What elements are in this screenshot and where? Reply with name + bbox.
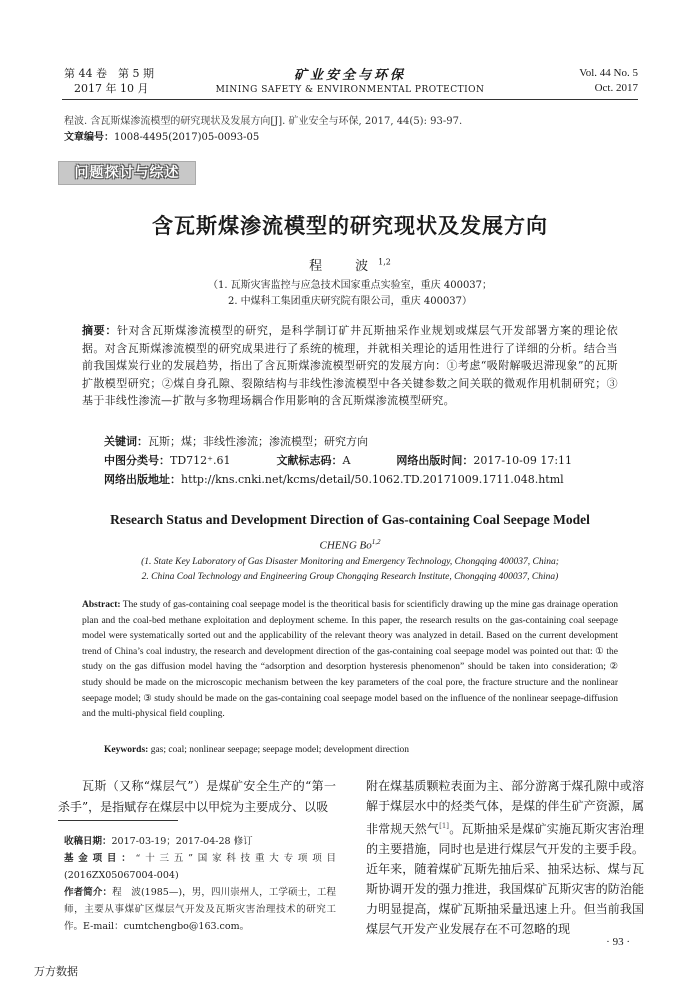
online-time-label: 网络出版时间： <box>396 454 474 467</box>
article-number-label: 文章编号： <box>64 132 114 143</box>
keywords-en-value: gas; coal; nonlinear seepage; seepage model; development direction <box>148 745 409 755</box>
fund-info <box>64 850 336 884</box>
footnote-rule <box>58 820 178 821</box>
page-number: · 93 · <box>606 936 630 948</box>
footnotes <box>64 833 336 935</box>
header-volume <box>64 66 154 96</box>
abstract-en <box>82 598 618 723</box>
online-url-value[interactable]: http://kns.cnki.net/kcms/detail/50.1062.TD.20171009.1711.048.html <box>181 473 564 486</box>
body-paragraph-right <box>366 776 644 939</box>
abstract-cn-text: 针对含瓦斯煤渗流模型的研究，是科学制订矿井瓦斯抽采作业规划或煤层气开发部署方案的理论依据。对含瓦斯煤渗流模型的研究成果进行了系统的梳理，并就相关理论的适用性进行了详细的分析。结合当前我国煤炭行业的发展趋势，指出了含瓦斯煤渗流模型研究的发展方向：①考虑“吸附解吸迟滞现象”的瓦斯扩散模型研究；②煤自身孔隙、裂隙结构与非线性渗流模型中各关键参数之间关联的微观作用机制研究；③基于非线性渗流—扩散与多物理场耦合作用影响的含瓦斯煤渗流模型研究。 <box>82 324 618 407</box>
keywords-cn-label: 关键词： <box>104 435 148 448</box>
title-en: Research Status and Development Direction of Gas-containing Coal Seepage Model <box>110 512 590 527</box>
citation: 程波. 含瓦斯煤渗流模型的研究现状及发展方向[J]. 矿业安全与环保, 2017, 44(5): 93-97. <box>64 116 463 127</box>
article-number <box>64 128 259 143</box>
affiliation-en-1: (1. State Key Laboratory of Gas Disaster Monitoring and Emergency Technology, Chongqing 400037, China; <box>141 557 559 567</box>
doc-code-value: A <box>342 454 351 467</box>
fund-label: 基金项目： <box>64 853 136 864</box>
abstract-en-text: The study of gas-containing coal seepage model is the theoritical basis for scientificly drawing up the mine gas drainage operation plan and the coal-bed methane exploitation and deployment scheme. In this paper, the research results on the gas-containing coal seepage model were systematically sorted out and the applicability of the relevant theory was analyzed in detail. Based on the current development trend of China’s coal industry, the research and development direction of the gas-containing coal seepage model was pointed out that: ① the study on the gas diffusion model having the “adsorption and desorption hysteresis phenomenon” should be taken into consideration; ② study should be made on the microscopic mechanism between the key parameters of the coal pore, the fracture structure and the nonlinear seepage model; ③ study should be made on the gas-containing coal seepage model based on the influence of the nonlinear seepage-diffusion and the multi-physical field coupling. <box>82 600 618 720</box>
author-cn <box>0 255 700 274</box>
affiliation-cn-2: 2. 中煤科工集团重庆研究院有限公司，重庆 400037） <box>227 296 473 307</box>
header-journal <box>200 64 500 95</box>
author-en-sup: 1,2 <box>371 538 381 546</box>
author-cn-name: 程 波 <box>309 259 379 274</box>
online-url-row <box>104 470 624 489</box>
author-bio <box>64 884 336 935</box>
author-en-name: CHENG Bo <box>319 539 372 552</box>
abstract-en-label: Abstract: <box>82 600 121 610</box>
affiliations-cn <box>0 278 700 310</box>
section-tag-label: 问题探讨与综述 <box>74 165 180 181</box>
article-number-value: 1008-4495(2017)05-0093-05 <box>114 132 260 143</box>
online-time-value: 2017-10-09 17:11 <box>473 454 573 467</box>
doc-code-label: 文献标志码： <box>276 454 343 467</box>
author-cn-sup: 1,2 <box>378 257 391 267</box>
date-cn: 2017 年 10 月 <box>74 82 149 95</box>
reference-marker[interactable]: [1] <box>439 822 450 830</box>
keywords-en <box>104 745 624 755</box>
keywords-cn <box>104 432 624 451</box>
affiliation-cn-1: （1. 瓦斯灾害监控与应急技术国家重点实验室，重庆 400037； <box>207 280 493 291</box>
journal-title-en: MINING SAFETY & ENVIRONMENTAL PROTECTION <box>215 85 485 95</box>
fund-value: “十三五”国家科技重大专项项目(2016ZX05067004-004) <box>64 853 336 881</box>
abstract-cn-label: 摘要： <box>82 324 117 337</box>
page-title: 含瓦斯煤渗流模型的研究现状及发展方向 <box>152 214 548 238</box>
classification-row <box>104 451 624 470</box>
author-en <box>0 538 700 552</box>
received-date <box>64 833 336 850</box>
body-column-left <box>58 776 336 818</box>
abstract-cn <box>82 322 618 410</box>
keywords-block-cn <box>104 432 624 489</box>
date-en: Oct. 2017 <box>594 82 638 94</box>
body-paragraph-left: 瓦斯（又称“煤层气”）是煤矿安全生产的“第一杀手”，是指赋存在煤层中以甲烷为主要成分、以吸 <box>58 779 336 814</box>
author-bio-label: 作者简介： <box>64 887 113 898</box>
body-column-right <box>366 776 644 939</box>
author-bio-value: 程 波(1985—)，男，四川崇州人，工学硕士，工程师，主要从事煤矿区煤层气开发及瓦斯灾害治理技术的研究工作。E-mail：cumtchengbo@163.com。 <box>64 887 336 932</box>
body-right-part-1: 附在煤基质颗粒表面为主、部分游离于煤孔隙中或溶解于煤层水中的烃类气体，是煤的伴生矿产资源，属非常规天然气 <box>366 779 644 836</box>
header-volume-en <box>579 66 638 96</box>
keywords-en-label: Keywords: <box>104 745 149 755</box>
clc-label: 中图分类号： <box>104 454 170 467</box>
received-label: 收稿日期： <box>64 836 112 847</box>
journal-title-cn: 矿业安全与环保 <box>293 68 406 83</box>
body-right-part-2: 。瓦斯抽采是煤矿实施瓦斯灾害治理的主要措施，同时也是进行煤层气开发的主要手段。近年来，随着煤矿瓦斯先抽后采、抽采达标、煤与瓦斯协调开发的强力推进，我国煤矿瓦斯灾害的防治能力明显提高，煤矿瓦斯抽采量迅速上升。但当前我国煤层气开发产业发展存在不可忽略的现 <box>366 822 644 936</box>
volume-cn: 第 44 卷 第 5 期 <box>64 67 154 80</box>
volume-en: Vol. 44 No. 5 <box>579 67 638 79</box>
section-tag <box>58 161 196 185</box>
header-rule <box>62 99 638 100</box>
keywords-cn-value: 瓦斯；煤；非线性渗流；渗流模型；研究方向 <box>148 435 368 448</box>
online-url-label: 网络出版地址： <box>104 473 181 486</box>
watermark: 万方数据 <box>34 965 78 978</box>
affiliation-en-2: 2. China Coal Technology and Engineering Group Chongqing Research Institute, Chongqing 400037, China) <box>141 572 559 582</box>
affiliations-en <box>0 555 700 585</box>
clc-value: TD712⁺.61 <box>170 454 231 467</box>
received-value: 2017-03-19；2017-04-28 修订 <box>111 836 253 847</box>
